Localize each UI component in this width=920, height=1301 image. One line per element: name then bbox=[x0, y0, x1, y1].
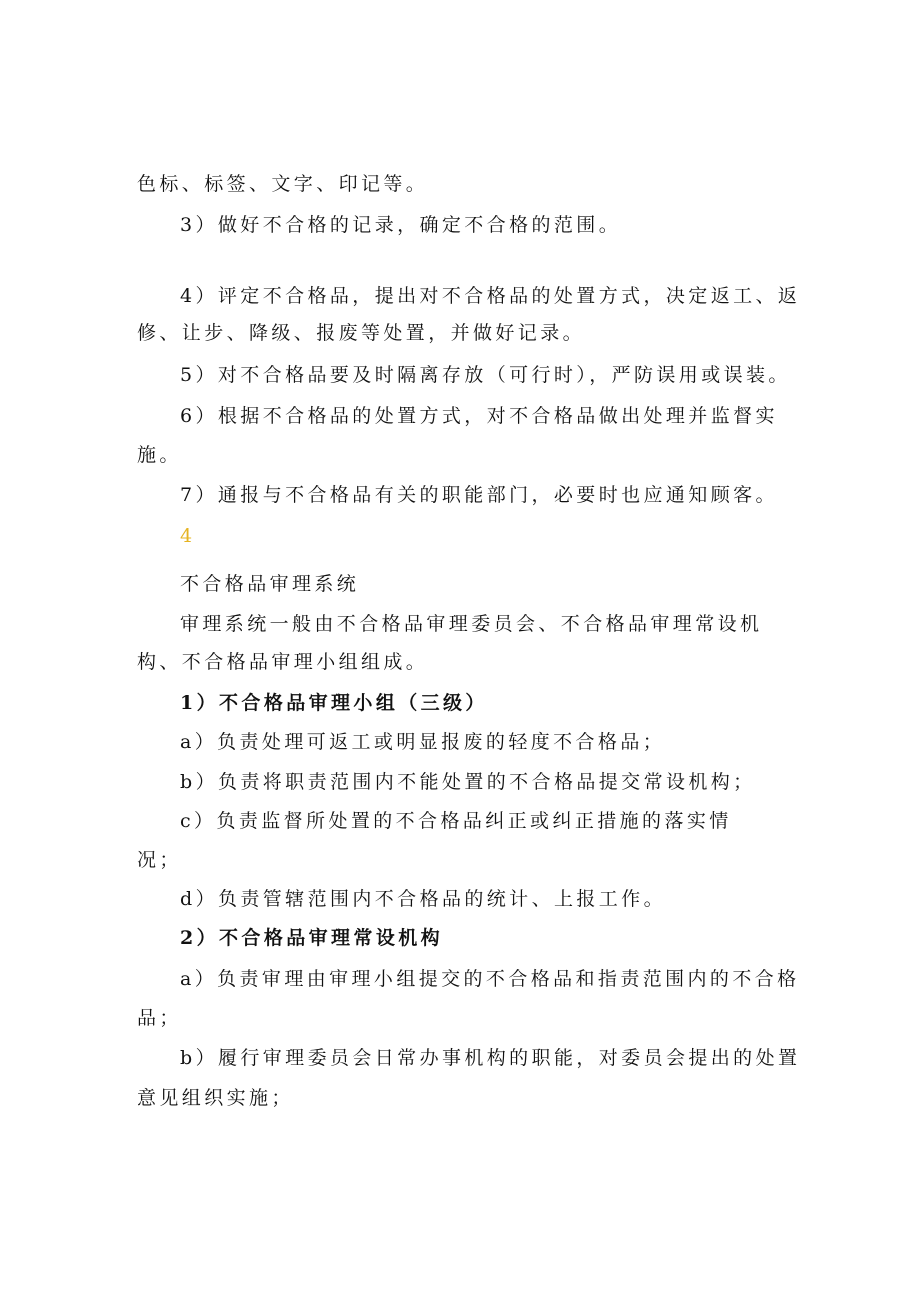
list-item: c）负责监督所处置的不合格品纠正或纠正措施的落实情 bbox=[180, 810, 732, 832]
text-line: 构、不合格品审理小组组成。 bbox=[137, 651, 429, 673]
list-item: 6）根据不合格品的处置方式，对不合格品做出处理并监督实 bbox=[180, 405, 778, 427]
section-number: 4 bbox=[180, 525, 196, 547]
list-item: a）负责审理由审理小组提交的不合格品和指责范围内的不合格 bbox=[180, 968, 800, 990]
list-item: b）履行审理委员会日常办事机构的职能，对委员会提出的处置 bbox=[180, 1047, 801, 1069]
text-line: 修、让步、降级、报废等处置，并做好记录。 bbox=[137, 322, 586, 344]
text-line: 色标、标签、文字、印记等。 bbox=[137, 173, 429, 195]
text-line: 品； bbox=[137, 1007, 182, 1029]
list-item: 7）通报与不合格品有关的职能部门，必要时也应通知顾客。 bbox=[180, 484, 778, 506]
subsection-heading: 1）不合格品审理小组（三级） bbox=[180, 692, 488, 714]
list-item: b）负责将职责范围内不能处置的不合格品提交常设机构； bbox=[180, 771, 756, 793]
text-line: 意见组织实施； bbox=[137, 1087, 294, 1109]
text-line: 况； bbox=[137, 849, 182, 871]
text-line: 施。 bbox=[137, 444, 182, 466]
paragraph: 审理系统一般由不合格品审理委员会、不合格品审理常设机 bbox=[180, 613, 763, 635]
subsection-heading: 2）不合格品审理常设机构 bbox=[180, 927, 444, 949]
list-item: 3）做好不合格的记录，确定不合格的范围。 bbox=[180, 214, 622, 236]
section-heading: 不合格品审理系统 bbox=[180, 573, 360, 595]
list-item: a）负责处理可返工或明显报废的轻度不合格品； bbox=[180, 731, 666, 753]
list-item: 5）对不合格品要及时隔离存放（可行时），严防误用或误装。 bbox=[180, 364, 791, 386]
list-item: d）负责管辖范围内不合格品的统计、上报工作。 bbox=[180, 888, 666, 910]
list-item: 4）评定不合格品，提出对不合格品的处置方式，决定返工、返 bbox=[180, 285, 801, 307]
